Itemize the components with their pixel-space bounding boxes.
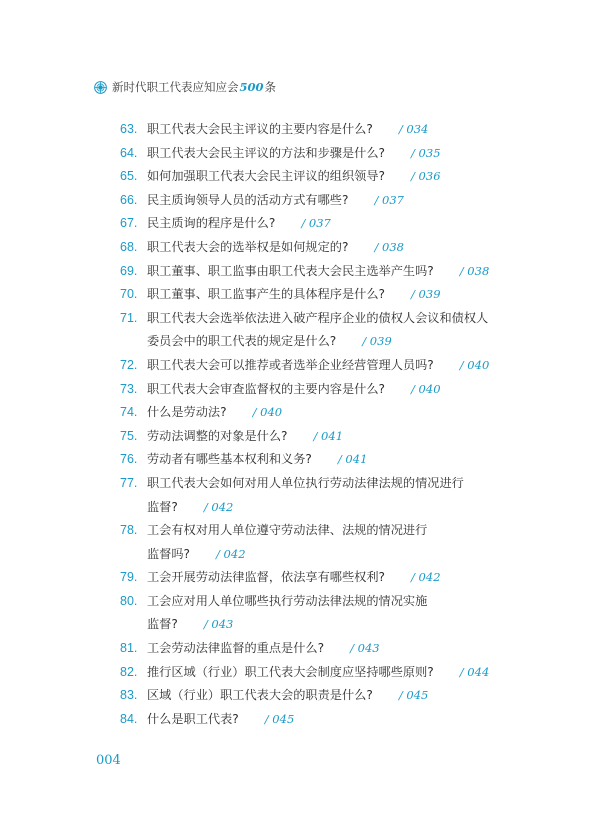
toc-entry-text: 职工代表大会可以推荐或者选举企业经营管理人员吗? [147,357,434,372]
toc-entry-text: 监督? [147,499,178,514]
toc-entry-text: 劳动者有哪些基本权利和义务? [147,452,312,467]
toc-entry[interactable] [120,142,520,166]
toc-entry-line [147,496,520,520]
toc-entry-line [147,448,520,472]
toc-entry[interactable] [120,590,520,637]
toc-entry-line [147,661,520,685]
toc-entry-line [147,425,520,449]
toc-entry-page: / 036 [411,169,441,184]
toc-entry-number: 71. [120,310,138,325]
toc-entry-page: / 045 [398,688,429,703]
toc-entry-line [147,307,520,331]
toc-entry-number: 73. [120,381,138,396]
toc-entry-text: 职工董事、职工监事由职工代表大会民主选举产生吗? [147,263,434,278]
toc-entry-number: 74. [120,405,138,420]
toc-entry[interactable] [120,637,520,661]
toc-entry-line [147,165,520,189]
toc-entry-number: 83. [120,688,138,703]
toc-entry-text: 如何加强职工代表大会民主评议的组织领导? [147,169,386,184]
toc-entry-text: 监督? [147,617,178,632]
toc-entry-text: 职工代表大会如何对用人单位执行劳动法律法规的情况进行 [147,475,464,490]
toc-entry-text: 工会有权对用人单位遵守劳动法律、法规的情况进行 [147,523,428,538]
toc-entry-page: / 035 [411,145,441,160]
toc-entry-number: 64. [120,145,138,160]
toc-entry[interactable] [120,283,520,307]
toc-entry-text: 劳动法调整的对象是什么? [147,428,288,443]
toc-entry[interactable] [120,661,520,685]
toc-entry-line [147,519,520,543]
toc-entry[interactable] [120,260,520,284]
toc-entry-number: 67. [120,216,138,231]
toc-entry-number: 70. [120,287,138,302]
toc-entry-page: / 039 [362,334,392,349]
toc-entry-number: 63. [120,122,138,136]
toc-entry-line [147,566,520,590]
toc-entry-text: 委员会中的职工代表的规定是什么? [147,334,337,349]
toc-entry-page: / 040 [459,357,490,372]
toc-entry-line [147,330,520,354]
toc-entry-number: 78. [120,523,138,538]
toc-entry-text: 职工代表大会选举依法进入破产程序企业的债权人会议和债权人 [147,310,489,325]
toc-entry-page: / 040 [252,405,283,420]
toc-entry-page: / 038 [459,263,490,278]
running-header [94,79,276,95]
toc-entry-page: / 041 [313,428,344,443]
book-title-prefix: 新时代职工代表应知应会 [112,80,239,94]
toc-entry[interactable] [120,212,520,236]
toc-entry[interactable] [120,401,520,425]
page-number: 004 [96,753,121,768]
toc-entry-line [147,118,520,142]
toc-entry-page: / 042 [411,570,441,585]
book-title-suffix: 条 [264,80,277,94]
toc-entry-text: 职工代表大会的选举权是如何规定的? [147,239,349,254]
toc-entry[interactable] [120,448,520,472]
toc-entry[interactable] [120,354,520,378]
toc-entry-text: 职工董事、职工监事产生的具体程序是什么? [147,287,386,302]
toc-entry-number: 65. [120,169,138,184]
toc-entry[interactable] [120,566,520,590]
toc-entry-page: / 034 [398,122,429,136]
toc-entry-text: 监督吗? [147,546,191,561]
toc-entry-text: 工会应对用人单位哪些执行劳动法律法规的情况实施 [147,593,428,608]
toc-entry[interactable] [120,236,520,260]
toc-entry-line [147,236,520,260]
toc-entry[interactable] [120,307,520,354]
toc-entry-line [147,684,520,708]
toc-entry-line [147,354,520,378]
toc-entry[interactable] [120,189,520,213]
toc-entry-page: / 043 [350,641,380,656]
toc-entry-number: 76. [120,452,138,467]
toc-entry-number: 80. [120,593,138,608]
toc-entry-line [147,708,520,732]
toc-entry-line [147,590,520,614]
toc-entry-line [147,378,520,402]
toc-entry-text: 工会劳动法律监督的重点是什么? [147,641,325,656]
toc-entry-page: / 043 [203,617,234,632]
toc-entry-page: / 041 [337,452,368,467]
toc-entry[interactable] [120,378,520,402]
toc-entry-text: 职工代表大会审查监督权的主要内容是什么? [147,381,386,396]
toc-entry-number: 75. [120,428,138,443]
toc-entry-line [147,260,520,284]
toc-entry-text: 工会开展劳动法律监督，依法享有哪些权利? [147,570,386,585]
toc-entry[interactable] [120,684,520,708]
toc-entry-text: 什么是职工代表? [147,711,239,726]
toc-entry-text: 区域（行业）职工代表大会的职责是什么? [147,688,373,703]
toc-entry[interactable] [120,165,520,189]
toc-entry-line [147,142,520,166]
toc-entry-line [147,613,520,637]
toc-entry-page: / 042 [203,499,234,514]
toc-entry-number: 72. [120,357,138,372]
toc-entry-line [147,212,520,236]
toc-entry[interactable] [120,118,520,142]
toc-entry-text: 职工代表大会民主评议的主要内容是什么? [147,122,373,136]
toc-entry[interactable] [120,472,520,519]
toc-entry-text: 推行区域（行业）职工代表大会制度应坚持哪些原则? [147,664,434,679]
toc-entry-number: 77. [120,475,138,490]
toc-entry[interactable] [120,519,520,566]
toc-entry-line [147,283,520,307]
toc-entry-number: 81. [120,641,138,656]
toc-entry-line [147,189,520,213]
toc-entry[interactable] [120,425,520,449]
toc-entry-page: / 037 [374,192,404,207]
toc-entry-page: / 037 [301,216,331,231]
toc-entry-line [147,543,520,567]
toc-entry-number: 82. [120,664,138,679]
toc-entry-text: 民主质询领导人员的活动方式有哪些? [147,192,349,207]
toc-entry-number: 69. [120,263,138,278]
toc-entry-text: 民主质询的程序是什么? [147,216,276,231]
toc-entry-text: 职工代表大会民主评议的方法和步骤是什么? [147,145,386,160]
book-title-number: 500 [239,80,264,94]
toc-entry-page: / 038 [374,239,404,254]
table-of-contents [120,118,520,731]
toc-entry[interactable] [120,708,520,732]
union-logo-icon [94,81,107,94]
toc-entry-number: 66. [120,192,138,207]
toc-entry-page: / 044 [459,664,490,679]
toc-entry-number: 79. [120,570,138,585]
toc-entry-page: / 042 [216,546,246,561]
toc-entry-line [147,637,520,661]
toc-entry-line [147,401,520,425]
toc-entry-line [147,472,520,496]
toc-entry-number: 68. [120,239,138,254]
toc-entry-page: / 045 [264,711,295,726]
toc-entry-page: / 039 [411,287,441,302]
toc-entry-number: 84. [120,711,138,726]
toc-entry-text: 什么是劳动法? [147,405,227,420]
toc-entry-page: / 040 [411,381,441,396]
